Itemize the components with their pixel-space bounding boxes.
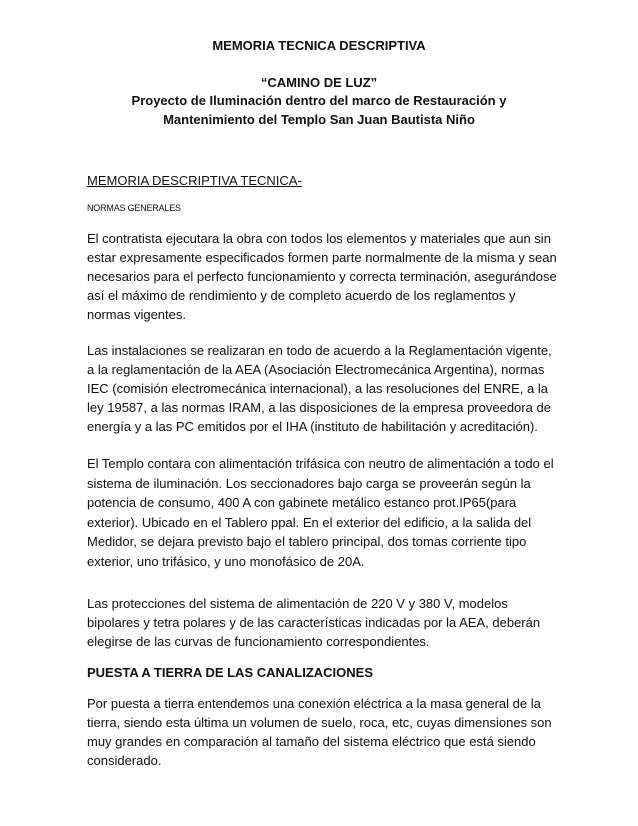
grounding-heading: PUESTA A TIERRA DE LAS CANALIZACIONES bbox=[87, 665, 374, 680]
section-subheading: NORMAS GENERALES bbox=[87, 203, 181, 213]
paragraph-protections: Las protecciones del sistema de alimentación de 220 V y 380 V, modelos bipolares y tetra polares y de las características indicadas por la AEA, deberán elegirse de las curvas de funcionamiento correspondientes. bbox=[87, 596, 541, 649]
paragraph-contractor: El contratista ejecutara la obra con todos los elementos y materiales que aun sin estar expresamente especificados formen parte normalmente de la misma y sean necesarios para el perfecto funcionamiento y correcta terminación, asegurándose así el máximo de rendimiento y de completo acuerdo de los reglamentos y normas vigentes. bbox=[87, 231, 557, 322]
paragraph-grounding: Por puesta a tierra entendemos una conexión eléctrica a la masa general de la tierra, siendo esta última un volumen de suelo, roca, etc, cuyas dimensiones son muy grandes en comparación al tamaño del sistema eléctrico que está siendo considerado. bbox=[87, 696, 552, 768]
document-title: MEMORIA TECNICA DESCRIPTIVA bbox=[212, 38, 426, 53]
section-heading: MEMORIA DESCRIPTIVA TECNICA- bbox=[87, 173, 302, 188]
paragraph-regulations: Las instalaciones se realizaran en todo de acuerdo a la Reglamentación vigente, a la reglamentación de la AEA (Asociación Electromecánica Argentina), normas IEC (comisión electromecánica internacional), a las resoluciones del ENRE, a la ley 19587, a las normas IRAM, a las disposiciones de la empresa proveedora de energía y a las PC emitidos por el IHA (instituto de habilitación y acreditación). bbox=[87, 343, 552, 434]
project-subtitle-line2: Mantenimiento del Templo San Juan Bautista Niño bbox=[163, 112, 475, 127]
project-name: “CAMINO DE LUZ” bbox=[260, 75, 378, 90]
project-subtitle-line1: Proyecto de Iluminación dentro del marco de Restauración y bbox=[131, 93, 507, 108]
paragraph-power-supply: El Templo contara con alimentación trifásica con neutro de alimentación a todo el sistema de iluminación. Los seccionadores bajo carga se proveerán según la potencia de consumo, 400 A con gabinete metálico estanco prot.IP65(para exterior). Ubicado en el Tablero ppal. En el exterior del edificio, a la salida del Medidor, se dejara previsto bajo el tablero principal, dos tomas corriente tipo exterior, uno trifásico, y uno monofásico de 20A. bbox=[87, 456, 554, 569]
